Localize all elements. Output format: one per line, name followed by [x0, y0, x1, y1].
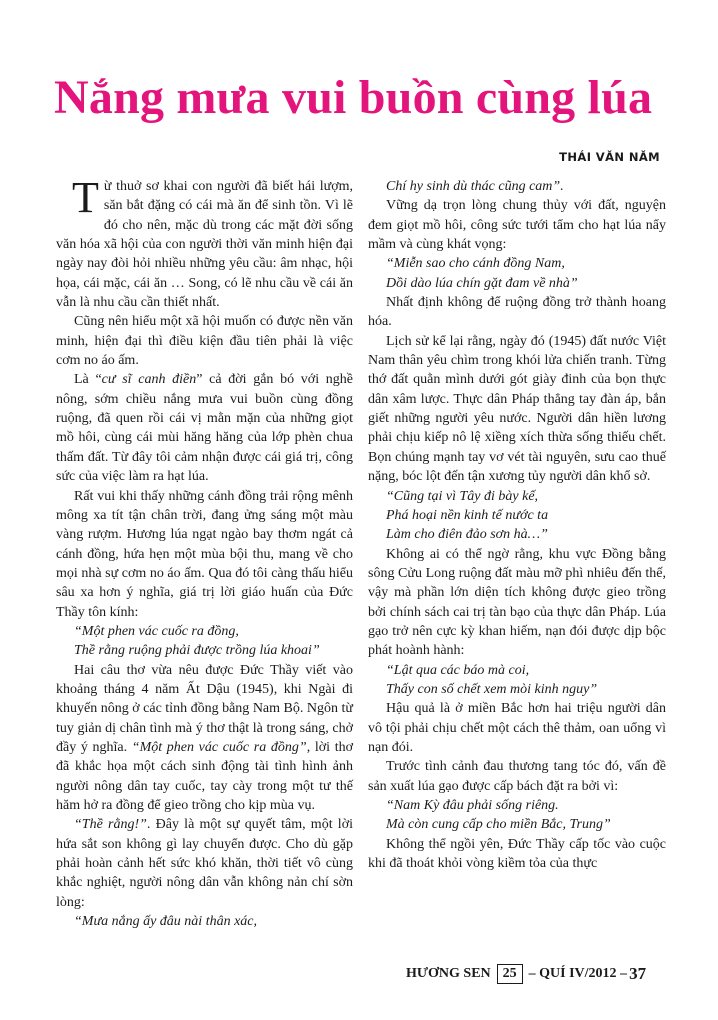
page-footer	[406, 962, 646, 986]
paragraph: Nhất định không để ruộng đồng trở thành hoang hóa.	[368, 295, 666, 330]
verse-line: “Cũng tại vì Tây đi bày kế,	[386, 488, 539, 504]
emphasis-text: “Thề rằng!”	[74, 817, 147, 833]
paragraph: Không ai có thể ngờ rằng, khu vực Đồng bằng sông Cửu Long ruộng đất màu mỡ phì nhiêu đến thế, vậy mà phần lớn diện tích không được gieo trồng bởi chính sách cai trị tàn bạo của thực dân Pháp. Lúa gạo trở nên cực kỳ khan hiếm, nạn đói được dịp bộc phát hoành hành:	[368, 546, 666, 659]
article-author: THÁI VĂN NĂM	[559, 150, 660, 164]
right-column	[368, 177, 666, 873]
emphasis-text: cư sĩ canh điền	[101, 372, 197, 388]
paragraph	[56, 370, 353, 486]
emphasis-text: “Một phen vác cuốc ra đồng”	[131, 739, 307, 755]
paragraph: Không thể ngồi yên, Đức Thầy cấp tốc vào cuộc khi đã thoát khỏi vòng kiềm tỏa của thực	[368, 836, 666, 872]
issue-label: – QUÍ IV/2012 –	[528, 966, 628, 981]
article-title: Nắng mưa vui buồn cùng lúa	[54, 71, 653, 124]
paragraph-text: , lời thơ đã khắc họa một cách sinh động tài tình hình ảnh người nông dân tay cuốc, tay cày trong một tư thế hăm hở ra đồng để gieo trồng cho kịp mùa vụ.	[56, 739, 353, 813]
paragraph: Trước tình cảnh đau thương tang tóc đó, vấn đề sản xuất lúa gạo được cấp bách đặt ra bởi vì:	[368, 759, 666, 794]
drop-cap: T	[72, 173, 99, 222]
paragraph: Rất vui khi thấy những cánh đồng trải rộng mênh mông xa tít tận chân trời, đang ửng sáng một màu vàng rượm. Hương lúa ngạt ngào bay thơm ngát cả cánh đồng, hứa hẹn một mùa bội thu, mang về cho mọi nhà sự cơm no áo ấm. Qua đó tôi càng thấu hiểu sâu xa hơn ý nghĩa, giá trị lời giáo huấn của Đức Thầy tôn kính:	[56, 488, 353, 620]
paragraph-text: . Đây là một sự quyết tâm, một lời hứa sắt son không gì lay chuyển được. Cho dù gặp phải hoàn cảnh hết sức khó khăn, thời tiết vô cùng khắc nghiệt, người nông dân vẫn không nản chí sờn lòng:	[56, 817, 353, 910]
verse-line: “Lật qua các báo mà coi,	[386, 662, 530, 678]
verse-line: Phá hoại nền kinh tế nước ta	[386, 507, 549, 523]
paragraph-text: ừ thuở sơ khai con người đã biết hái lượm, săn bắt đặng có cái mà ăn để sinh tồn. Vì lẽ đó cho nên, mặc dù trong các mặt đời sống văn hóa xã hội của con người thời văn minh hiện đại ngày nay đòi hỏi nhiều những yêu cầu: âm nhạc, hội họa, cái mặc, cái ăn … Song, có lẽ nhu cầu về cái ăn vẫn là nhu cầu cần thiết nhất.	[56, 179, 353, 311]
verse-line: Dồi dào lúa chín gặt đam về nhà”	[386, 275, 578, 291]
verse-line: “Một phen vác cuốc ra đồng,	[74, 623, 239, 639]
verse-line: “Nam Kỳ đâu phải sống riêng.	[386, 798, 559, 813]
paragraph: Hậu quả là ở miền Bắc hơn hai triệu người dân vô tội phải chịu chết một cách thê thảm, oan uổng vì nạn đói.	[368, 701, 666, 755]
magazine-name: HƯƠNG SEN	[406, 966, 491, 981]
left-column	[56, 173, 353, 931]
issue-number-box: 25	[497, 964, 523, 984]
verse-line: Thề rằng ruộng phải được trồng lúa khoai”	[74, 643, 320, 659]
paragraph: Vững dạ trọn lòng chung thủy với đất, nguyện đem giọt mồ hôi, công sức tưới tẩm cho hạt lúa nẩy mầm và cùng khát vọng:	[368, 198, 666, 253]
paragraph: Cũng nên hiểu một xã hội muốn có được nền văn minh, hiện đại thì điều kiện đầu tiên phải là việc cơm no áo ấm.	[56, 314, 353, 369]
paragraph	[56, 815, 353, 912]
verse-line: “Miễn sao cho cánh đồng Nam,	[386, 256, 565, 272]
paragraph: Lịch sử kể lại rằng, ngày đó (1945) đất nước Việt Nam thân yêu chìm trong khói lửa chiến tranh. Từng thớ đất quằn mình dưới gót giày đinh của bọn thực dân xâm lược. Thực dân Pháp thẳng tay đàn áp, bắn giết những người yêu nước. Người dân hiền lương phải chịu kiếp nô lệ xiềng xích thừa sống thiếu chết. Bọn chúng mạnh tay vơ vét tài nguyên, sưu cao thuế nặng, bóc lột đến tận xương tủy người dân khổ sở.	[368, 333, 666, 485]
verse-line: Làm cho điên đảo sơn hà…”	[386, 527, 548, 543]
paragraph	[56, 173, 353, 312]
verse-line: Thấy con số chết xem mòi kinh nguy”	[386, 681, 598, 697]
paragraph-text: Hai câu thơ vừa nêu được Đức Thầy viết vào khoảng tháng 4 năm Ất Dậu (1945), khi Ngài đi khuyến nông ở các tỉnh đồng bằng Nam Bộ. Ngôn từ tuy giản dị chân tình mà ý thơ thật là trong sáng, chở đầy ý nghĩa.	[56, 662, 353, 755]
verse-line: Chí hy sinh dù thác cũng cam”.	[386, 179, 564, 194]
page-number: 37	[629, 964, 647, 983]
paragraph	[56, 661, 353, 816]
paragraph-text: Là “	[74, 372, 102, 388]
verse-line: Mà còn cung cấp cho miền Bắc, Trung”	[386, 817, 611, 833]
verse-line: “Mưa nắng ấy đâu nài thân xác,	[74, 914, 258, 930]
paragraph-text: ” cả đời gắn bó với nghề nông, sớm chiều nắng mưa vui buồn cùng đồng ruộng, đã quen rồi cái vị mằn mặn của những giọt mồ hôi, cùng cái mùi hăng hăng của lớp phèn chua thấm đất. Từ đây tôi cảm nhận được cái giá trị, công sức của việc làm ra hạt lúa.	[56, 372, 353, 485]
